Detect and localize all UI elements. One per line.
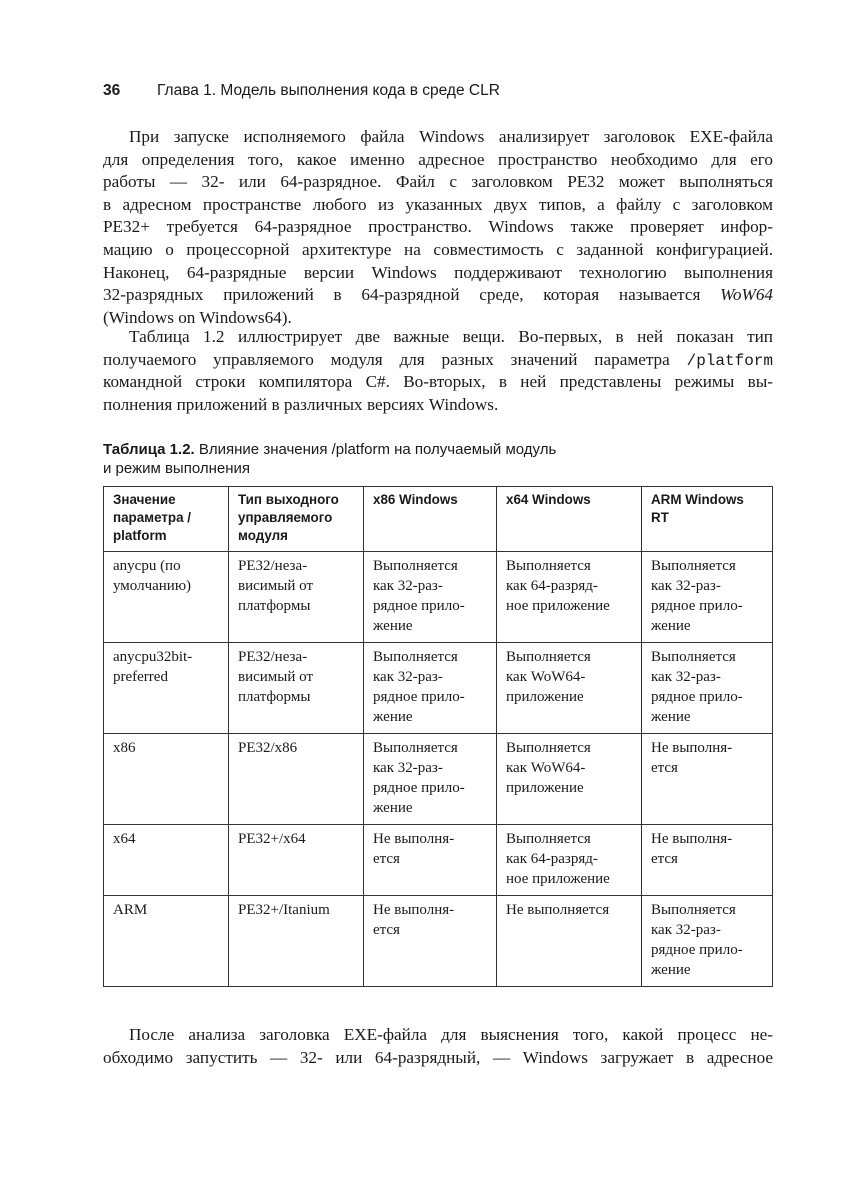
text-fragment: 32-разрядных приложений в 64-разрядной среде, которая называется (103, 285, 701, 305)
table-row (104, 552, 773, 643)
cell-line: как WoW64- (506, 760, 586, 776)
cell-line: ется (651, 851, 678, 867)
cell-line: ARM (113, 902, 148, 918)
cell-line: как 64-разряд- (506, 578, 598, 594)
cell-line: Выполняется (373, 558, 458, 574)
header-line: x64 Windows (506, 492, 591, 507)
text-line: для определения того, какое именно адресное пространство необходимо для его (103, 149, 773, 169)
text-line: PE32+ требуется 64-разрядное пространство. Windows также проверяет инфор- (103, 217, 773, 237)
cell-line: ное приложение (506, 598, 610, 614)
paragraph-2 (103, 326, 773, 416)
chapter-title: Глава 1. Модель выполнения кода в среде CLR (157, 82, 500, 99)
cell-line: Выполняется (373, 649, 458, 665)
cell-line: PE32+/Itanium (238, 902, 330, 918)
cell-line: Выполняется (506, 831, 591, 847)
table-cell (497, 643, 642, 734)
cell-line: anycpu32bit- (113, 649, 193, 665)
table-cell (229, 825, 364, 896)
table-cell (364, 643, 497, 734)
cell-line: Выполняется (651, 649, 736, 665)
text-line (103, 284, 773, 307)
table-cell (104, 552, 229, 643)
column-header (229, 487, 364, 552)
table-row (104, 643, 773, 734)
cell-line: как 32-раз- (651, 669, 721, 685)
cell-line: как WoW64- (506, 669, 586, 685)
cell-line: жение (373, 800, 413, 816)
table-cell (229, 643, 364, 734)
table-cell (364, 896, 497, 987)
table-cell (364, 825, 497, 896)
text-line: Наконец, 64-разрядные версии Windows поддерживают технологию выполнения (103, 262, 773, 282)
text-line: После анализа заголовка EXE-файла для выяснения того, какой процесс не- (129, 1025, 773, 1044)
caption-line (103, 440, 773, 459)
caption-text: Влияние значения /platform на получаемый модуль (198, 441, 557, 458)
column-header (497, 487, 642, 552)
text-fragment: получаемого управляемого модуля для разных значений параметра (103, 349, 670, 369)
table-header-row (104, 487, 773, 552)
column-header (104, 487, 229, 552)
header-line: RT (651, 510, 669, 525)
cell-line: ется (373, 851, 400, 867)
table-cell (364, 734, 497, 825)
table-row (104, 734, 773, 825)
cell-line: Не выполня- (373, 902, 455, 918)
table-header (104, 487, 773, 552)
cell-line: Выполняется (373, 740, 458, 756)
cell-line: как 32-раз- (651, 922, 721, 938)
column-header (364, 487, 497, 552)
header-line: модуля (238, 528, 288, 543)
cell-line: жение (651, 618, 691, 634)
code-platform: /platform (686, 351, 774, 370)
cell-line: preferred (113, 669, 168, 685)
cell-line: приложение (506, 780, 584, 796)
cell-line: рядное прило- (651, 598, 743, 614)
cell-line: x86 (113, 740, 136, 756)
cell-line: рядное прило- (373, 598, 465, 614)
cell-line: рядное прило- (651, 942, 743, 958)
table-cell (497, 825, 642, 896)
table-cell (642, 643, 773, 734)
cell-line: как 32-раз- (373, 760, 443, 776)
cell-line: PE32/неза- (238, 558, 308, 574)
table-caption (103, 440, 773, 478)
header-line: platform (113, 528, 167, 543)
paragraph-3 (103, 1024, 773, 1069)
table-cell (642, 552, 773, 643)
table-cell (364, 552, 497, 643)
cell-line: рядное прило- (373, 689, 465, 705)
cell-line: anycpu (по (113, 558, 181, 574)
cell-line: умолчанию) (113, 578, 192, 594)
text-line: работы — 32- или 64-разрядное. Файл с заголовком PE32 может выполняться (103, 172, 773, 192)
cell-line: как 64-разряд- (506, 851, 598, 867)
cell-line: Выполняется (651, 902, 736, 918)
header-line: Значение (113, 492, 176, 507)
table-cell (229, 896, 364, 987)
cell-line: Не выполня- (651, 831, 733, 847)
cell-line: как 32-раз- (373, 669, 443, 685)
caption-label: Таблица 1.2. (103, 441, 195, 458)
term-wow64: WoW64 (720, 285, 774, 305)
cell-line: висимый от (238, 669, 313, 685)
cell-line: как 32-раз- (373, 578, 443, 594)
cell-line: PE32+/x64 (238, 831, 306, 847)
text-line: мацию о процессорной архитектуре на совместимость с заданной конфигурацией. (103, 239, 773, 259)
cell-line: рядное прило- (373, 780, 465, 796)
cell-line: Выполняется (506, 740, 591, 756)
cell-line: Выполняется (506, 649, 591, 665)
cell-line: Не выполняется (506, 902, 610, 918)
cell-line: платформы (238, 689, 311, 705)
table-cell (497, 552, 642, 643)
table-cell (104, 825, 229, 896)
cell-line: жение (373, 618, 413, 634)
running-head (103, 80, 773, 102)
header-line: параметра / (113, 510, 191, 525)
cell-line: Не выполня- (651, 740, 733, 756)
cell-line: жение (651, 962, 691, 978)
text-line: полнения приложений в различных версиях Windows. (103, 394, 499, 414)
paragraph-1 (103, 126, 773, 329)
header-line: ARM Windows (651, 492, 744, 507)
cell-line: ное приложение (506, 871, 610, 887)
cell-line: Выполняется (506, 558, 591, 574)
table-row (104, 825, 773, 896)
table-cell (642, 734, 773, 825)
column-header (642, 487, 773, 552)
text-line: (Windows on Windows64). (103, 307, 292, 327)
cell-line: жение (651, 709, 691, 725)
platform-table (103, 486, 773, 987)
cell-line: Выполняется (651, 558, 736, 574)
cell-line: рядное прило- (651, 689, 743, 705)
table-cell (229, 552, 364, 643)
table-body (104, 552, 773, 987)
cell-line: как 32-раз- (651, 578, 721, 594)
table-cell (497, 734, 642, 825)
page-number: 36 (103, 82, 121, 99)
cell-line: приложение (506, 689, 584, 705)
table-cell (642, 896, 773, 987)
table-cell (104, 643, 229, 734)
cell-line: жение (373, 709, 413, 725)
table-cell (104, 734, 229, 825)
text-line (103, 349, 773, 372)
cell-line: PE32/неза- (238, 649, 308, 665)
text-line: в адресном пространстве любого из указанных двух типов, а файлу с заголовком (103, 194, 773, 214)
text-line: командной строки компилятора C#. Во-вторых, в ней представлены режимы вы- (103, 372, 773, 392)
table-cell (642, 825, 773, 896)
header-line: Тип выходного (238, 492, 339, 507)
cell-line: x64 (113, 831, 136, 847)
text-line: При запуске исполняемого файла Windows анализирует заголовок EXE-файла (129, 127, 773, 146)
cell-line: Не выполня- (373, 831, 455, 847)
text-line: обходимо запустить — 32- или 64-разрядный, — Windows загружает в адресное (103, 1047, 773, 1067)
table-cell (497, 896, 642, 987)
text-line: Таблица 1.2 иллюстрирует две важные вещи. Во-первых, в ней показан тип (129, 327, 773, 346)
header-line: управляемого (238, 510, 333, 525)
table-row (104, 896, 773, 987)
table-cell (229, 734, 364, 825)
header-line: x86 Windows (373, 492, 458, 507)
caption-line: и режим выполнения (103, 460, 251, 477)
cell-line: платформы (238, 598, 311, 614)
cell-line: PE32/x86 (238, 740, 298, 756)
cell-line: висимый от (238, 578, 313, 594)
table-cell (104, 896, 229, 987)
cell-line: ется (373, 922, 400, 938)
cell-line: ется (651, 760, 678, 776)
